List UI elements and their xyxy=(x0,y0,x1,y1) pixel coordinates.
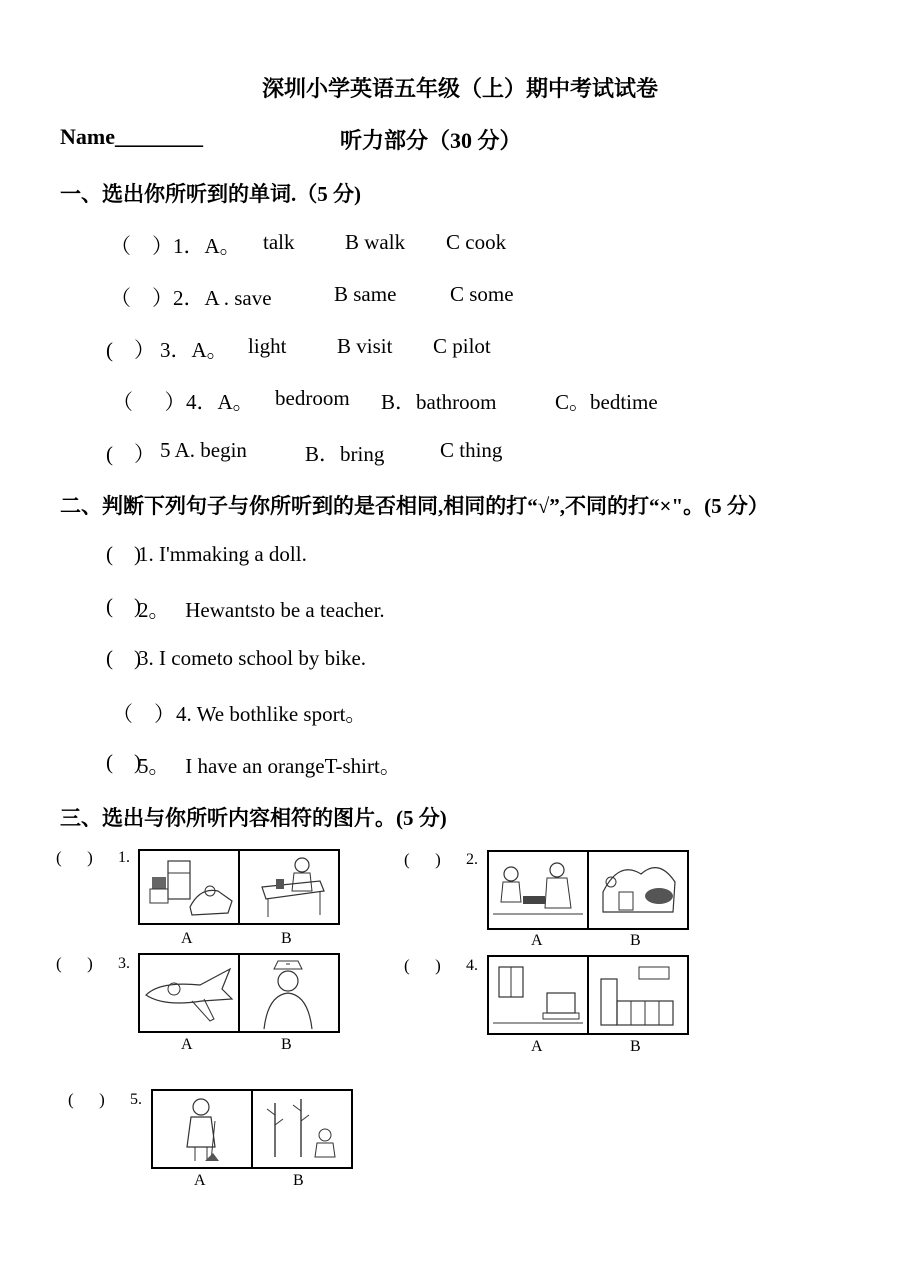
airplane-pilot-picture[interactable] xyxy=(140,955,238,1031)
option-b-label: B xyxy=(630,932,641,949)
answer-paren[interactable]: ( ) xyxy=(68,1090,105,1109)
option-b-label: B xyxy=(630,1038,641,1055)
option-b: B walk xyxy=(345,230,406,254)
answer-paren[interactable]: （ ） xyxy=(112,390,186,414)
sentence: 1. I'mmaking a doll. xyxy=(138,542,307,566)
option-a-label: A xyxy=(181,930,193,947)
answer-paren[interactable]: ( ) xyxy=(106,594,141,618)
answer-paren[interactable]: ( ) xyxy=(106,750,141,774)
picture-pair xyxy=(151,1089,353,1169)
section2-heading: 二、判断下列句子与你所听到的是否相同,相同的打“√”,不同的打“×"。(5 分） xyxy=(60,494,769,518)
option-c: C。bedtime xyxy=(555,390,658,414)
sentence: 5。 I have an orangeT-shirt。 xyxy=(138,754,401,778)
option-a-label: A xyxy=(194,1172,206,1189)
living-room-picture[interactable] xyxy=(489,957,587,1033)
kitchen-picture[interactable] xyxy=(589,957,687,1033)
option-b-label: B xyxy=(281,1036,292,1053)
planting-trees-picture[interactable] xyxy=(253,1091,351,1167)
sentence: 2。 Hewantsto be a teacher. xyxy=(138,598,385,622)
picture-pair xyxy=(138,953,340,1033)
picture-pair xyxy=(487,955,689,1035)
section3-heading: 三、选出与你所听内容相符的图片。(5 分) xyxy=(60,806,447,830)
option-a-label: A xyxy=(531,932,543,949)
answer-paren[interactable]: ( ) xyxy=(106,542,141,566)
person-at-desk-picture[interactable] xyxy=(240,851,338,923)
playing-chess-picture[interactable] xyxy=(489,852,587,928)
option-a: talk xyxy=(263,230,295,254)
section1-heading: 一、选出你所听到的单词.（5 分) xyxy=(60,182,361,206)
option-a: light xyxy=(248,334,287,358)
question-number: 1. xyxy=(118,849,130,866)
option-b-label: B xyxy=(281,930,292,947)
question-number: 3. xyxy=(118,955,130,972)
part-label: 听力部分（30 分） xyxy=(340,128,522,153)
garden-house-picture[interactable] xyxy=(589,852,687,928)
option-b: B．bring xyxy=(305,442,385,466)
sentence: 3. I cometo school by bike. xyxy=(138,646,367,670)
answer-paren[interactable]: （ ） xyxy=(110,286,173,310)
option-a-label: A xyxy=(181,1036,193,1053)
question-number: 5 A. begin xyxy=(160,438,247,462)
name-field-label: Name________ xyxy=(60,124,203,149)
option-c: C pilot xyxy=(433,334,491,358)
answer-paren[interactable]: ( ) xyxy=(56,954,93,973)
option-b: B．bathroom xyxy=(381,390,497,414)
answer-paren[interactable]: ( ) xyxy=(106,646,141,670)
picture-pair xyxy=(487,850,689,930)
answer-paren[interactable]: ( ) xyxy=(404,850,441,869)
option-b-label: B xyxy=(293,1172,304,1189)
option-b: B visit xyxy=(337,334,393,358)
option-a: bedroom xyxy=(275,386,350,410)
question-number: 3．A。 xyxy=(160,338,228,362)
nurse-picture[interactable] xyxy=(240,955,338,1031)
question-number: 2．A . save xyxy=(173,286,272,310)
living-room-tv-picture[interactable] xyxy=(140,851,238,923)
answer-paren[interactable]: （ ） xyxy=(110,234,173,258)
option-a-label: A xyxy=(531,1038,543,1055)
answer-paren[interactable]: （ ） xyxy=(112,702,175,726)
option-b: B same xyxy=(334,282,397,306)
answer-paren[interactable]: ( ) xyxy=(56,848,93,867)
option-c: C cook xyxy=(446,230,507,254)
sentence: 4. We bothlike sport。 xyxy=(176,702,367,726)
option-c: C thing xyxy=(440,438,503,462)
answer-paren[interactable]: ( ） xyxy=(106,338,155,362)
answer-paren[interactable]: ( ) xyxy=(404,956,441,975)
question-number: 2. xyxy=(466,851,478,868)
girl-sweeping-picture[interactable] xyxy=(153,1091,251,1167)
page-title: 深圳小学英语五年级（上）期中考试试卷 xyxy=(261,76,658,101)
answer-paren[interactable]: ( ） xyxy=(106,442,155,466)
question-number: 4．A。 xyxy=(186,390,254,414)
option-c: C some xyxy=(450,282,514,306)
picture-pair xyxy=(138,849,340,925)
question-number: 4. xyxy=(466,957,478,974)
question-number: 5. xyxy=(130,1091,142,1108)
question-number: 1．A。 xyxy=(173,234,241,258)
